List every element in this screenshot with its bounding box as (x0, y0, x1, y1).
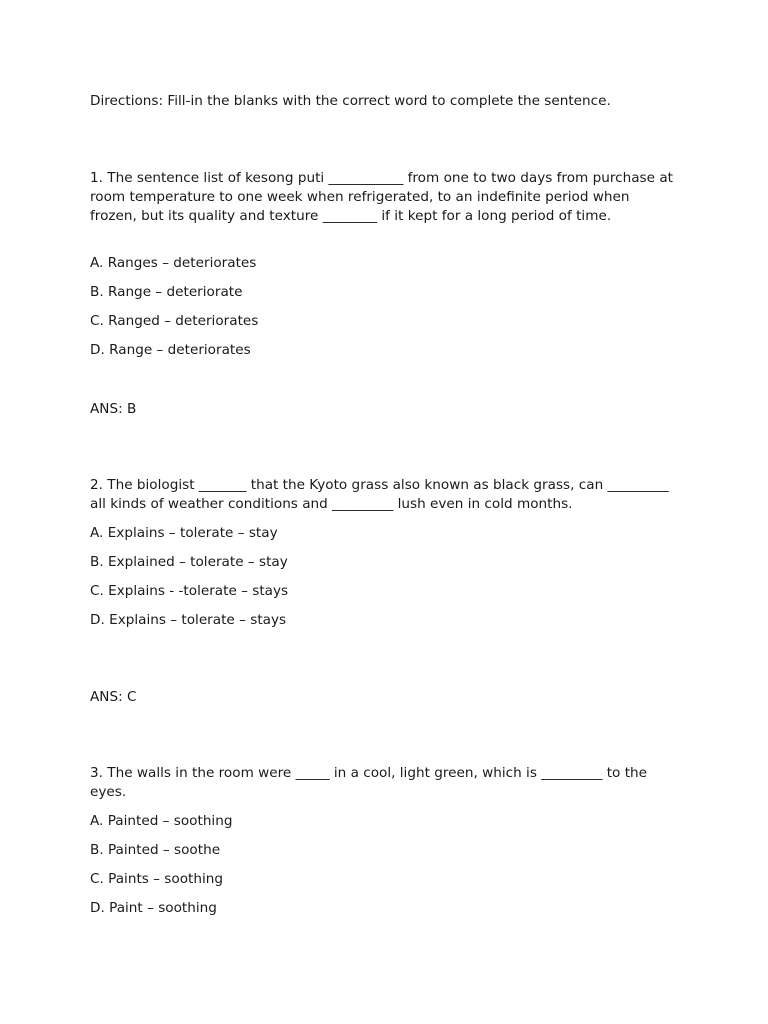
question-1-option-b: B. Range – deteriorate (90, 284, 243, 300)
question-2-option-c: C. Explains - -tolerate – stays (90, 583, 289, 599)
question-2-answer: ANS: C (90, 689, 137, 705)
directions-text: Directions: Fill-in the blanks with the correct word to complete the sentence. (90, 93, 611, 109)
question-1-stem: 1. The sentence list of kesong puti ___________ from one to two days from purchase at room temperature to one week when refrigerated, to an indefinite period when frozen, but its quality and texture ________ if it kept for a long period of time. (90, 170, 673, 224)
question-1-answer: ANS: B (90, 401, 137, 417)
question-2-option-a: A. Explains – tolerate – stay (90, 525, 278, 541)
question-1-option-a: A. Ranges – deteriorates (90, 255, 257, 271)
question-2-option-d: D. Explains – tolerate – stays (90, 612, 287, 628)
question-3-option-b: B. Painted – soothe (90, 842, 221, 858)
question-2-option-b: B. Explained – tolerate – stay (90, 554, 288, 570)
question-3-option-c: C. Paints – soothing (90, 871, 223, 887)
question-1-option-d: D. Range – deteriorates (90, 342, 251, 358)
question-2-stem: 2. The biologist _______ that the Kyoto grass also known as black grass, can _________ all kinds of weather conditions and _________ lush even in cold months. (90, 477, 669, 512)
question-1-option-c: C. Ranged – deteriorates (90, 313, 259, 329)
question-3-option-d: D. Paint – soothing (90, 900, 217, 916)
question-3-option-a: A. Painted – soothing (90, 813, 233, 829)
question-3-stem: 3. The walls in the room were _____ in a cool, light green, which is _________ to the eyes. (90, 765, 648, 800)
